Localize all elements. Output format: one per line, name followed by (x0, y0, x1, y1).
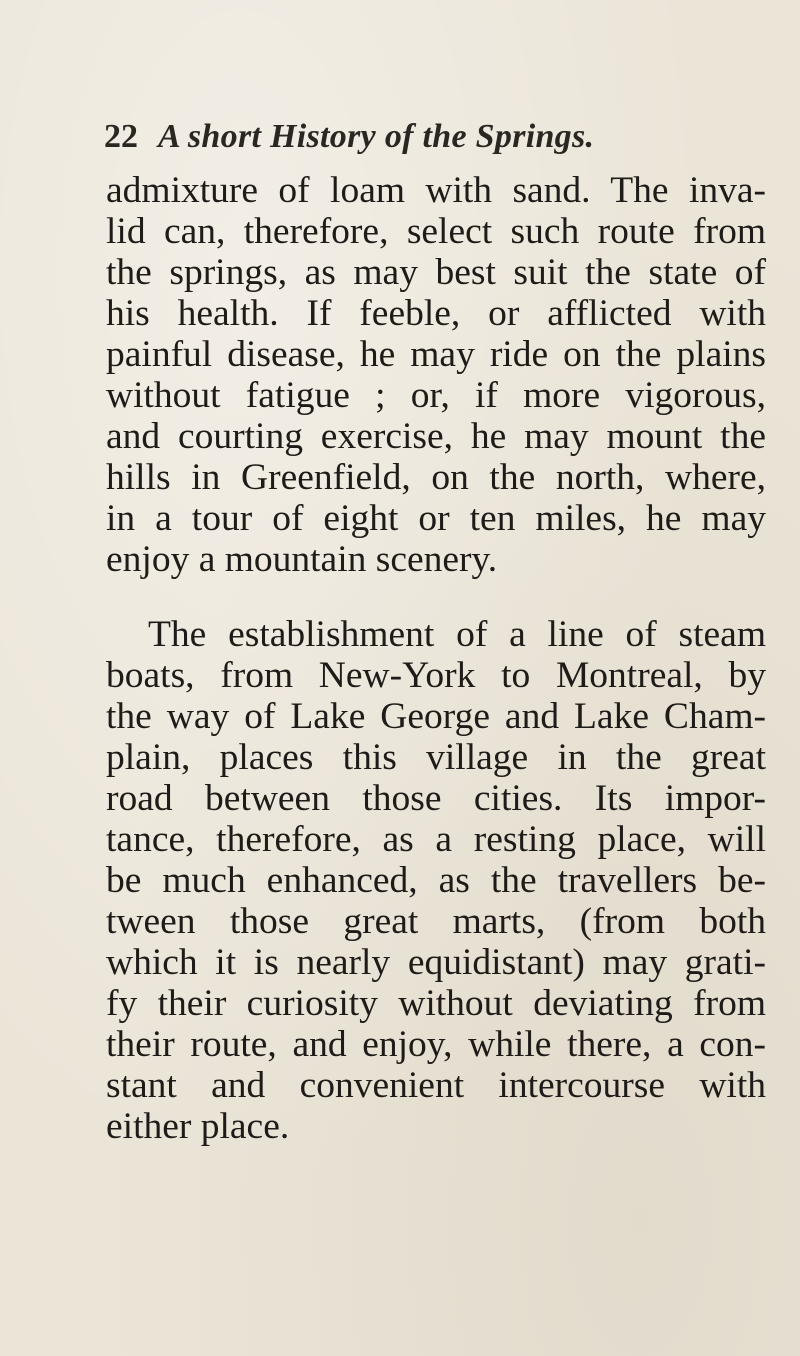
text-line: tween those great marts, (from both (106, 901, 766, 942)
text-line: his health. If feeble, or afflicted with (106, 293, 766, 334)
text-line: the way of Lake George and Lake Cham- (106, 696, 766, 737)
page-number: 22 (104, 118, 138, 155)
text-line: road between those cities. Its impor- (106, 778, 766, 819)
text-line: The establishment of a line of steam (148, 614, 766, 655)
text-line: in a tour of eight or ten miles, he may (106, 498, 766, 539)
text-line: plain, places this village in the great (106, 737, 766, 778)
text-line: enjoy a mountain scenery. (106, 539, 498, 580)
paragraph-2 (106, 614, 766, 1147)
text-line: be much enhanced, as the travellers be- (106, 860, 766, 901)
text-line: stant and convenient intercourse with (106, 1065, 766, 1106)
text-line: hills in Greenfield, on the north, where, (106, 457, 766, 498)
running-head (104, 118, 594, 156)
paragraph-spacer (106, 580, 766, 614)
text-line: either place. (106, 1106, 290, 1147)
text-line: without fatigue ; or, if more vigorous, (106, 375, 766, 416)
text-line: admixture of loam with sand. The inva- (106, 170, 766, 211)
paragraph-1 (106, 170, 766, 580)
text-line: boats, from New-York to Montreal, by (106, 655, 766, 696)
text-line: which it is nearly equidistant) may grati- (106, 942, 766, 983)
text-line: tance, therefore, as a resting place, will (106, 819, 766, 860)
text-line: the springs, as may best suit the state of (106, 252, 766, 293)
text-line: lid can, therefore, select such route from (106, 211, 766, 252)
text-line: fy their curiosity without deviating from (106, 983, 766, 1024)
running-title: A short History of the Springs. (158, 118, 595, 155)
text-line: and courting exercise, he may mount the (106, 416, 766, 457)
text-line: painful disease, he may ride on the plains (106, 334, 766, 375)
body-text (106, 170, 766, 1147)
text-line: their route, and enjoy, while there, a con- (106, 1024, 766, 1065)
